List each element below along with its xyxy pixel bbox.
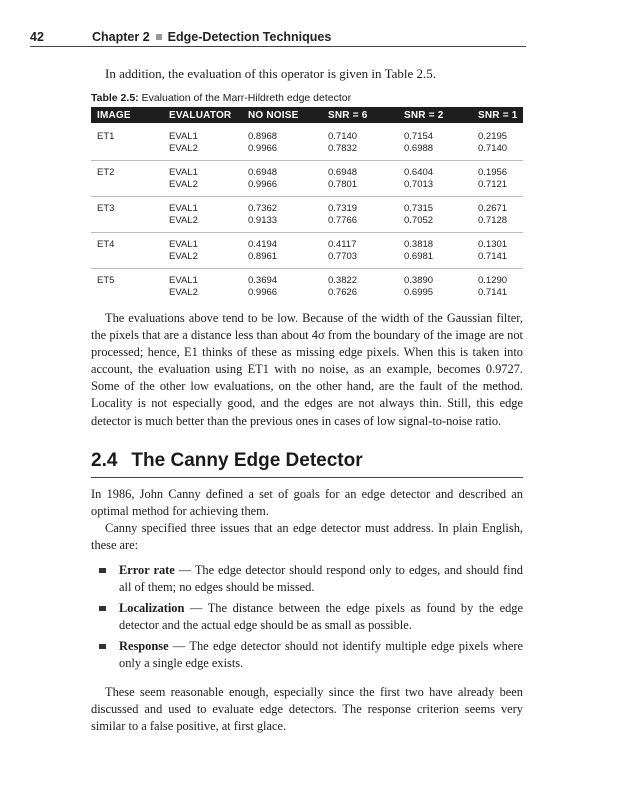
body-paragraph: Canny specified three issues that an edge detector must address. In plain English, these are: — [91, 521, 523, 553]
list-item-text: — The distance between the edge pixels as found by the edge detector and the actual edge should be as small as possible. — [119, 601, 523, 633]
section-number: 2.4 — [91, 450, 118, 471]
cell-snr1: 0.2671 0.7128 — [472, 197, 523, 233]
body-paragraph: These seem reasonable enough, especially since the first two have already been discussed and used to evaluate edge detectors. The response criterion seems very similar to a false positive, at first glace. — [91, 685, 523, 734]
section-heading — [91, 449, 523, 478]
column-header-evaluator: EVALUATOR — [163, 107, 242, 123]
cell-no-noise: 0.3694 0.9966 — [242, 269, 322, 305]
cell-evaluator: EVAL1 EVAL2 — [169, 131, 198, 154]
column-header-snr6: SNR = 6 — [322, 107, 398, 123]
cell-image: ET1 — [97, 131, 115, 142]
cell-no-noise: 0.7362 0.9133 — [242, 197, 322, 233]
cell-snr2: 0.3890 0.6995 — [398, 269, 472, 305]
cell-snr6: 0.7140 0.7832 — [328, 131, 358, 154]
column-header-image: IMAGE — [91, 107, 163, 123]
chapter-title: Edge-Detection Techniques — [167, 30, 332, 44]
list-item-text: — The edge detector should respond only to edges, and should find all of them; no edges should be missed. — [119, 563, 523, 595]
cell-evaluator: EVAL1 EVAL2 — [163, 161, 242, 197]
cell-snr2: 0.7154 0.6988 — [404, 131, 434, 154]
table-caption — [91, 92, 351, 104]
cell-snr1: 0.2195 0.7140 — [478, 131, 508, 154]
column-header-snr1: SNR = 1 — [472, 107, 523, 123]
list-item-term: Localization — [119, 601, 185, 616]
list-item-term: Response — [119, 639, 169, 654]
table-caption-text: Evaluation of the Marr-Hildreth edge detector — [141, 92, 352, 104]
criteria-list — [91, 562, 523, 677]
cell-evaluator: EVAL1 EVAL2 — [163, 197, 242, 233]
page-number: 42 — [30, 30, 44, 44]
bullet-square-icon — [99, 644, 106, 649]
cell-no-noise: 0.4194 0.8961 — [242, 233, 322, 269]
cell-snr6: 0.4117 0.7703 — [322, 233, 398, 269]
cell-snr1: 0.1301 0.7141 — [472, 233, 523, 269]
cell-no-noise: 0.6948 0.9966 — [242, 161, 322, 197]
column-header-snr2: SNR = 2 — [398, 107, 472, 123]
chapter-heading — [92, 30, 331, 44]
cell-evaluator: EVAL1 EVAL2 — [163, 233, 242, 269]
table-row — [91, 123, 523, 161]
list-item-term: Error rate — [119, 563, 175, 577]
chapter-label: Chapter 2 — [92, 30, 150, 44]
list-item — [91, 638, 523, 672]
column-header-no-noise: NO NOISE — [242, 107, 322, 123]
table-header-row — [91, 107, 523, 123]
cell-snr1: 0.1956 0.7121 — [472, 161, 523, 197]
table-row — [91, 233, 523, 269]
list-item-text: — The edge detector should not identify multiple edge pixels where only a single edge exists. — [119, 639, 523, 671]
bullet-square-icon — [99, 606, 106, 611]
section-title: The Canny Edge Detector — [131, 450, 363, 471]
cell-no-noise: 0.8968 0.9966 — [248, 131, 278, 154]
cell-snr2: 0.7315 0.7052 — [398, 197, 472, 233]
table-row — [91, 197, 523, 233]
list-item — [91, 562, 523, 596]
cell-snr2: 0.6404 0.7013 — [398, 161, 472, 197]
intro-sentence: In addition, the evaluation of this operator is given in Table 2.5. — [105, 66, 436, 81]
cell-snr2: 0.3818 0.6981 — [398, 233, 472, 269]
separator-square-icon — [156, 34, 162, 40]
body-paragraph: The evaluations above tend to be low. Because of the width of the Gaussian filter, the pixels that are a distance less than about 4σ from the boundary of the image are not processed; hence, E1 thinks of these as missing edge pixels. When this is taken into account, the evaluation using ET1 with no noise, as an example, becomes 0.9727. Some of the other low evaluations, on the other hand, are the fault of the method. Locality is not especially good, and the edges are not always thin. Still, this edge detector is much better than the previous ones in cases of low signal-to-noise ratio. — [91, 311, 523, 428]
table-caption-label: Table 2.5: — [91, 92, 139, 104]
body-paragraph: In 1986, John Canny defined a set of goals for an edge detector and described an optimal method for achieving them. — [91, 487, 523, 519]
evaluation-table — [91, 107, 523, 304]
cell-image: ET5 — [91, 269, 163, 305]
cell-snr1: 0.1290 0.7141 — [472, 269, 523, 305]
cell-snr6: 0.3822 0.7626 — [322, 269, 398, 305]
cell-image: ET4 — [91, 233, 163, 269]
table-row — [91, 161, 523, 197]
list-item — [91, 600, 523, 634]
table-row — [91, 269, 523, 305]
cell-snr6: 0.6948 0.7801 — [322, 161, 398, 197]
cell-image: ET3 — [91, 197, 163, 233]
cell-evaluator: EVAL1 EVAL2 — [163, 269, 242, 305]
cell-image: ET2 — [91, 161, 163, 197]
cell-snr6: 0.7319 0.7766 — [322, 197, 398, 233]
running-header — [30, 30, 526, 47]
bullet-square-icon — [99, 568, 106, 573]
